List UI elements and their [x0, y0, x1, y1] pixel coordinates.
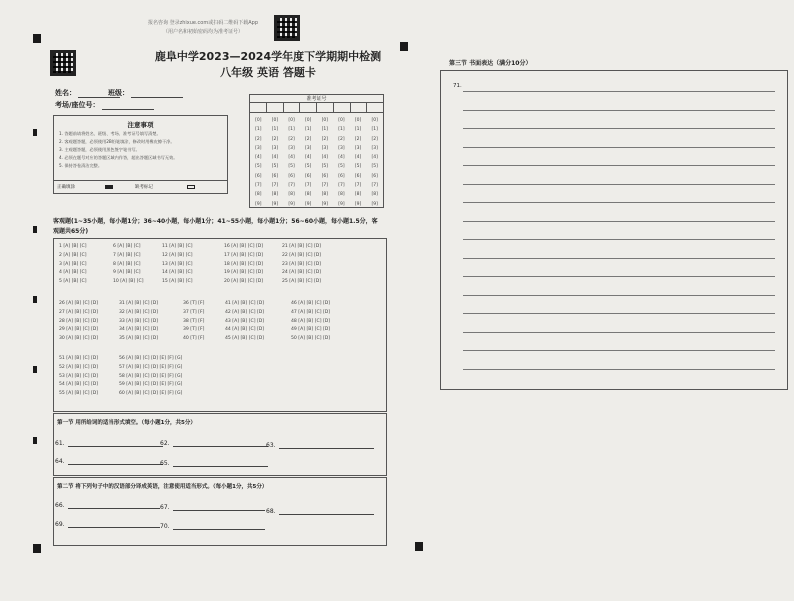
exam-id-bubble-columns[interactable] — [250, 113, 383, 209]
answer-bubble-row[interactable]: 49 [A] [B] [C] [D] — [291, 327, 331, 333]
qr-code-icon — [274, 15, 300, 41]
answer-group — [225, 300, 264, 344]
digit-bubble[interactable]: [7] — [354, 183, 362, 189]
exam-id-column — [333, 116, 350, 209]
answer-group — [59, 243, 87, 287]
digit-bubble[interactable]: [1] — [321, 127, 328, 133]
answer-group — [113, 243, 143, 287]
answer-bubble-row[interactable]: 11 [A] [B] [C] — [162, 244, 193, 249]
answer-bubble-row[interactable]: 6 [A] [B] [C] — [113, 244, 141, 249]
answer-62[interactable] — [160, 440, 268, 447]
digit-bubble[interactable]: [9] — [288, 201, 295, 207]
answer-bubble-row[interactable]: 1 [A] [B] [C] — [59, 244, 87, 249]
answer-group — [282, 243, 321, 287]
answer-bubble-row[interactable]: 33 [A] [B] [C] [D] — [119, 318, 159, 324]
digit-bubble[interactable]: [7] — [288, 183, 295, 189]
digit-bubble[interactable]: [9] — [338, 201, 345, 207]
answer-bubble-row[interactable]: 36 [T] [F] — [183, 301, 205, 306]
answer-group — [224, 243, 263, 287]
answer-bubble-row[interactable]: 5 [A] [B] [C] — [59, 279, 87, 285]
digit-bubble[interactable]: [7] — [255, 183, 262, 189]
timing-mark — [33, 34, 41, 43]
writing-line[interactable] — [463, 239, 775, 240]
answer-bubble-row[interactable]: 8 [A] [B] [C] — [113, 261, 141, 267]
answer-bubble-row[interactable]: 35 [A] [B] [C] [D] — [119, 336, 159, 342]
digit-bubble[interactable]: [7] — [305, 183, 312, 189]
notice-title: 注意事项 — [127, 121, 154, 129]
answer-68[interactable] — [266, 508, 374, 515]
answer-group — [291, 300, 330, 344]
answer-63[interactable] — [266, 442, 374, 449]
login-note — [133, 19, 273, 37]
digit-bubble[interactable]: [6] — [338, 173, 345, 179]
answer-group — [183, 300, 204, 344]
answer-69[interactable] — [55, 521, 160, 528]
exam-id-column — [317, 116, 334, 209]
class-label: 班级： — [108, 89, 129, 97]
section1-heading: 第一节 用所给词的适当形式填空。（每小题1分，共5分） — [57, 420, 196, 426]
exam-id-column — [267, 116, 284, 209]
digit-bubble[interactable]: [6] — [305, 173, 312, 179]
exam-id-write-row[interactable] — [250, 103, 383, 113]
digit-bubble[interactable]: [9] — [271, 201, 279, 207]
writing-line[interactable] — [463, 350, 775, 351]
answer-70[interactable] — [160, 523, 265, 530]
section3-heading: 第三节 书面表达（满分10分） — [449, 60, 532, 67]
question-number: 70. — [160, 523, 170, 530]
objective-answer-box — [53, 238, 387, 412]
answer-bubble-row[interactable]: 17 [A] [B] [C] [D] — [224, 252, 264, 258]
answer-bubble-row[interactable]: 25 [A] [B] [C] [D] — [282, 279, 322, 285]
answer-bubble-row[interactable]: 18 [A] [B] [C] [D] — [224, 261, 264, 267]
digit-bubble[interactable]: [4] — [321, 155, 328, 161]
answer-65[interactable] — [160, 460, 268, 467]
timing-mark — [33, 437, 37, 444]
login-note-line: （用户名和初始密码均为准考证号） — [162, 29, 243, 35]
digit-bubble[interactable]: [0] — [271, 118, 279, 123]
writing-line[interactable] — [463, 276, 775, 277]
digit-bubble[interactable]: [4] — [288, 155, 295, 161]
room-seat-label: 考场/座位号： — [55, 101, 100, 109]
digit-bubble[interactable]: [1] — [371, 127, 378, 133]
digit-bubble[interactable]: [1] — [354, 127, 362, 133]
timing-mark — [33, 129, 37, 136]
digit-bubble[interactable]: [5] — [305, 164, 312, 170]
digit-bubble[interactable]: [8] — [354, 192, 362, 198]
digit-bubble[interactable]: [8] — [371, 192, 378, 198]
question-number: 64. — [55, 458, 65, 465]
digit-bubble[interactable]: [3] — [371, 145, 378, 151]
answer-bubble-row[interactable]: 24 [A] [B] [C] [D] — [282, 270, 322, 276]
digit-bubble[interactable]: [6] — [288, 173, 295, 179]
login-note-line: 报名咨询 登录zhixue.com或扫码二维码下载App — [147, 20, 258, 26]
answer-bubble-row[interactable]: 47 [A] [B] [C] [D] — [291, 309, 331, 315]
timing-mark — [33, 226, 37, 233]
writing-line[interactable] — [463, 313, 775, 314]
objective-instructions: 客观题(1~35小题，每小题1分；36~40小题，每小题1分；41~55小题，每小题1分；56~60小题，每小题1.5分，客观题共65分) — [53, 218, 378, 235]
digit-bubble[interactable]: [9] — [371, 201, 378, 207]
digit-bubble[interactable]: [0] — [338, 118, 345, 123]
writing-line[interactable] — [463, 295, 775, 296]
digit-bubble[interactable]: [0] — [371, 118, 378, 123]
answer-bubble-row[interactable]: 41 [A] [B] [C] [D] — [225, 301, 265, 306]
digit-bubble[interactable]: [2] — [321, 136, 328, 142]
answer-bubble-row[interactable]: 40 [T] [F] — [183, 336, 205, 342]
answer-bubble-row[interactable]: 48 [A] [B] [C] [D] — [291, 318, 331, 324]
answer-bubble-row[interactable]: 46 [A] [B] [C] [D] — [291, 301, 331, 306]
answer-bubble-row[interactable]: 30 [A] [B] [C] [D] — [59, 336, 99, 342]
digit-bubble[interactable]: [8] — [321, 192, 328, 198]
exam-id-column — [283, 116, 300, 209]
answer-bubble-row[interactable]: 39 [T] [F] — [183, 327, 205, 333]
digit-bubble[interactable]: [5] — [338, 164, 345, 170]
question-number: 65. — [160, 460, 170, 467]
answer-bubble-row[interactable]: 20 [A] [B] [C] [D] — [224, 279, 264, 285]
writing-line[interactable] — [463, 165, 775, 166]
digit-bubble[interactable]: [3] — [305, 145, 312, 151]
timing-mark — [415, 542, 423, 551]
writing-area[interactable] — [440, 70, 788, 390]
question-number: 71. — [453, 83, 462, 89]
answer-bubble-row[interactable]: 34 [A] [B] [C] [D] — [119, 327, 159, 333]
digit-bubble[interactable]: [5] — [288, 164, 295, 170]
fill-legend — [53, 181, 228, 194]
answer-bubble-row[interactable]: 29 [A] [B] [C] [D] — [59, 327, 99, 333]
answer-bubble-row[interactable]: 51 [A] [B] [C] [D] — [59, 356, 99, 361]
answer-67[interactable] — [160, 504, 265, 511]
answer-bubble-row[interactable]: 45 [A] [B] [C] [D] — [225, 336, 265, 342]
filled-bubble-icon — [105, 185, 113, 189]
digit-bubble[interactable]: [3] — [354, 145, 362, 151]
qr-code-icon — [50, 50, 76, 76]
exam-id-column — [250, 116, 267, 209]
digit-bubble[interactable]: [6] — [354, 173, 362, 179]
digit-bubble[interactable]: [0] — [321, 118, 328, 123]
answer-group — [59, 355, 98, 399]
digit-bubble[interactable]: [8] — [305, 192, 312, 198]
class-field[interactable] — [108, 88, 183, 98]
writing-line[interactable] — [463, 258, 775, 259]
question-number: 68. — [266, 508, 276, 515]
digit-bubble[interactable]: [7] — [338, 183, 345, 189]
digit-bubble[interactable]: [8] — [255, 192, 262, 198]
answer-bubble-row[interactable]: 57 [A] [B] [C] [D] [E] [F] [G] — [119, 364, 183, 370]
answer-bubble-row[interactable]: 13 [A] [B] [C] — [162, 261, 193, 267]
digit-bubble[interactable]: [8] — [338, 192, 345, 198]
correct-fill-label: 正确填涂 — [57, 185, 75, 190]
absent-label: 缺考标记 — [135, 185, 153, 190]
digit-bubble[interactable]: [2] — [288, 136, 295, 142]
writing-line[interactable] — [463, 128, 775, 129]
digit-bubble[interactable]: [3] — [255, 145, 262, 151]
writing-line[interactable] — [463, 202, 775, 203]
answer-group — [119, 300, 158, 344]
absent-checkbox[interactable] — [187, 185, 195, 189]
digit-bubble[interactable]: [3] — [288, 145, 295, 151]
writing-line[interactable] — [463, 184, 775, 185]
question-number: 61. — [55, 440, 65, 447]
digit-bubble[interactable]: [5] — [321, 164, 328, 170]
answer-bubble-row[interactable]: 44 [A] [B] [C] [D] — [225, 327, 265, 333]
answer-bubble-row[interactable]: 19 [A] [B] [C] [D] — [224, 270, 264, 276]
digit-bubble[interactable]: [2] — [255, 136, 262, 142]
digit-bubble[interactable]: [4] — [371, 155, 378, 161]
timing-mark — [33, 296, 37, 303]
digit-bubble[interactable]: [9] — [354, 201, 362, 207]
digit-bubble[interactable]: [4] — [338, 155, 345, 161]
answer-bubble-row[interactable]: 32 [A] [B] [C] [D] — [119, 309, 159, 315]
exam-id-column — [300, 116, 317, 209]
digit-bubble[interactable]: [1] — [288, 127, 295, 133]
answer-bubble-row[interactable]: 52 [A] [B] [C] [D] — [59, 364, 99, 370]
digit-bubble[interactable]: [2] — [354, 136, 362, 142]
digit-bubble[interactable]: [3] — [338, 145, 345, 151]
digit-bubble[interactable]: [3] — [271, 145, 279, 151]
digit-bubble[interactable]: [2] — [305, 136, 312, 142]
answer-64[interactable] — [55, 458, 163, 465]
timing-mark — [33, 544, 41, 553]
digit-bubble[interactable]: [0] — [354, 118, 362, 123]
exam-id-grid — [249, 94, 384, 208]
answer-group — [119, 355, 182, 399]
writing-line[interactable] — [463, 110, 775, 111]
exam-id-title: 准考证号 — [250, 95, 383, 103]
notice-item: 4. 必须在题号对应的答题区域内作答，超出答题区域书写无效。 — [59, 155, 178, 160]
exam-id-column — [366, 116, 383, 209]
question-number: 69. — [55, 521, 65, 528]
answer-bubble-row[interactable]: 12 [A] [B] [C] — [162, 252, 193, 258]
answer-bubble-row[interactable]: 3 [A] [B] [C] — [59, 261, 87, 267]
digit-bubble[interactable]: [4] — [354, 155, 362, 161]
digit-bubble[interactable]: [3] — [321, 145, 328, 151]
answer-bubble-row[interactable]: 43 [A] [B] [C] [D] — [225, 318, 265, 324]
digit-bubble[interactable]: [4] — [305, 155, 312, 161]
timing-mark — [33, 366, 37, 373]
answer-bubble-row[interactable]: 14 [A] [B] [C] — [162, 270, 193, 276]
digit-bubble[interactable]: [6] — [321, 173, 328, 179]
answer-bubble-row[interactable]: 42 [A] [B] [C] [D] — [225, 309, 265, 315]
exam-subtitle: 八年级 英语 答题卡 — [220, 66, 316, 79]
digit-bubble[interactable]: [6] — [255, 173, 262, 179]
digit-bubble[interactable]: [7] — [321, 183, 328, 189]
answer-bubble-row[interactable]: 54 [A] [B] [C] [D] — [59, 382, 99, 388]
writing-line[interactable] — [463, 221, 775, 222]
question-number: 66. — [55, 502, 65, 509]
digit-bubble[interactable]: [8] — [271, 192, 279, 198]
notice-item: 2. 客观题答题，必须使用2B铅笔填涂，修改时用橡皮擦干净。 — [59, 139, 175, 144]
answer-bubble-row[interactable]: 27 [A] [B] [C] [D] — [59, 309, 99, 315]
answer-bubble-row[interactable]: 10 [A] [B] [C] — [113, 279, 144, 285]
digit-bubble[interactable]: [1] — [255, 127, 262, 133]
writing-line[interactable] — [463, 369, 775, 370]
digit-bubble[interactable]: [8] — [288, 192, 295, 198]
question-number: 67. — [160, 504, 170, 511]
answer-bubble-row[interactable]: 38 [T] [F] — [183, 318, 205, 324]
digit-bubble[interactable]: [0] — [305, 118, 312, 123]
writing-line[interactable] — [463, 91, 775, 92]
answer-bubble-row[interactable]: 16 [A] [B] [C] [D] — [224, 244, 264, 249]
answer-bubble-row[interactable]: 7 [A] [B] [C] — [113, 252, 141, 258]
room-seat-field[interactable] — [55, 100, 154, 110]
notice-item: 5. 保持答卷清洁完整。 — [59, 163, 103, 168]
writing-line[interactable] — [463, 147, 775, 148]
answer-bubble-row[interactable]: 59 [A] [B] [C] [D] [E] [F] [G] — [119, 382, 183, 388]
answer-bubble-row[interactable]: 15 [A] [B] [C] — [162, 279, 193, 285]
notice-item: 1. 答题前请将姓名、班级、考场、准考证号填写清楚。 — [59, 131, 161, 136]
answer-bubble-row[interactable]: 26 [A] [B] [C] [D] — [59, 301, 99, 306]
question-number: 62. — [160, 440, 170, 447]
digit-bubble[interactable]: [6] — [271, 173, 279, 179]
digit-bubble[interactable]: [4] — [255, 155, 262, 161]
digit-bubble[interactable]: [9] — [305, 201, 312, 207]
digit-bubble[interactable]: [2] — [271, 136, 279, 142]
answer-bubble-row[interactable]: 21 [A] [B] [C] [D] — [282, 244, 322, 249]
section2-heading: 第二节 将下列句子中的汉语部分译成英语，注意使用适当形式。（每小题1分，共5分） — [57, 484, 268, 490]
answer-bubble-row[interactable]: 37 [T] [F] — [183, 309, 205, 315]
digit-bubble[interactable]: [5] — [354, 164, 362, 170]
answer-bubble-row[interactable]: 55 [A] [B] [C] [D] — [59, 391, 99, 397]
answer-bubble-row[interactable]: 56 [A] [B] [C] [D] [E] [F] [G] — [119, 356, 183, 361]
answer-bubble-row[interactable]: 53 [A] [B] [C] [D] — [59, 373, 99, 379]
answer-bubble-row[interactable]: 31 [A] [B] [C] [D] — [119, 301, 159, 306]
notice-box — [53, 115, 228, 181]
digit-bubble[interactable]: [9] — [321, 201, 328, 207]
digit-bubble[interactable]: [9] — [255, 201, 262, 207]
answer-bubble-row[interactable]: 50 [A] [B] [C] [D] — [291, 336, 331, 342]
notice-item: 3. 主观题答题，必须使用黑色签字笔书写。 — [59, 147, 140, 152]
exam-title: 鹿阜中学2023—2024学年度下学期期中检测 — [154, 50, 382, 63]
digit-bubble[interactable]: [6] — [371, 173, 378, 179]
answer-bubble-row[interactable]: 4 [A] [B] [C] — [59, 270, 87, 276]
digit-bubble[interactable]: [4] — [271, 155, 279, 161]
answer-bubble-row[interactable]: 9 [A] [B] [C] — [113, 270, 141, 276]
digit-bubble[interactable]: [2] — [338, 136, 345, 142]
answer-bubble-row[interactable]: 28 [A] [B] [C] [D] — [59, 318, 99, 324]
writing-line[interactable] — [463, 332, 775, 333]
digit-bubble[interactable]: [5] — [371, 164, 378, 170]
answer-bubble-row[interactable]: 2 [A] [B] [C] — [59, 252, 87, 258]
question-number: 63. — [266, 442, 276, 449]
answer-group — [59, 300, 98, 344]
digit-bubble[interactable]: [7] — [371, 183, 378, 189]
digit-bubble[interactable]: [5] — [255, 164, 262, 170]
exam-id-column — [350, 116, 367, 209]
notice-list — [54, 130, 227, 170]
answer-bubble-row[interactable]: 23 [A] [B] [C] [D] — [282, 261, 322, 267]
name-label: 姓名： — [55, 89, 76, 97]
answer-bubble-row[interactable]: 22 [A] [B] [C] [D] — [282, 252, 322, 258]
answer-61[interactable] — [55, 440, 163, 447]
digit-bubble[interactable]: [1] — [305, 127, 312, 133]
answer-bubble-row[interactable]: 58 [A] [B] [C] [D] [E] [F] [G] — [119, 373, 183, 379]
digit-bubble[interactable]: [1] — [271, 127, 279, 133]
digit-bubble[interactable]: [5] — [271, 164, 279, 170]
digit-bubble[interactable]: [1] — [338, 127, 345, 133]
digit-bubble[interactable]: [0] — [255, 118, 262, 123]
answer-group — [162, 243, 192, 287]
answer-66[interactable] — [55, 502, 160, 509]
digit-bubble[interactable]: [2] — [371, 136, 378, 142]
digit-bubble[interactable]: [7] — [271, 183, 279, 189]
answer-bubble-row[interactable]: 60 [A] [B] [C] [D] [E] [F] [G] — [119, 391, 183, 397]
digit-bubble[interactable]: [0] — [288, 118, 295, 123]
